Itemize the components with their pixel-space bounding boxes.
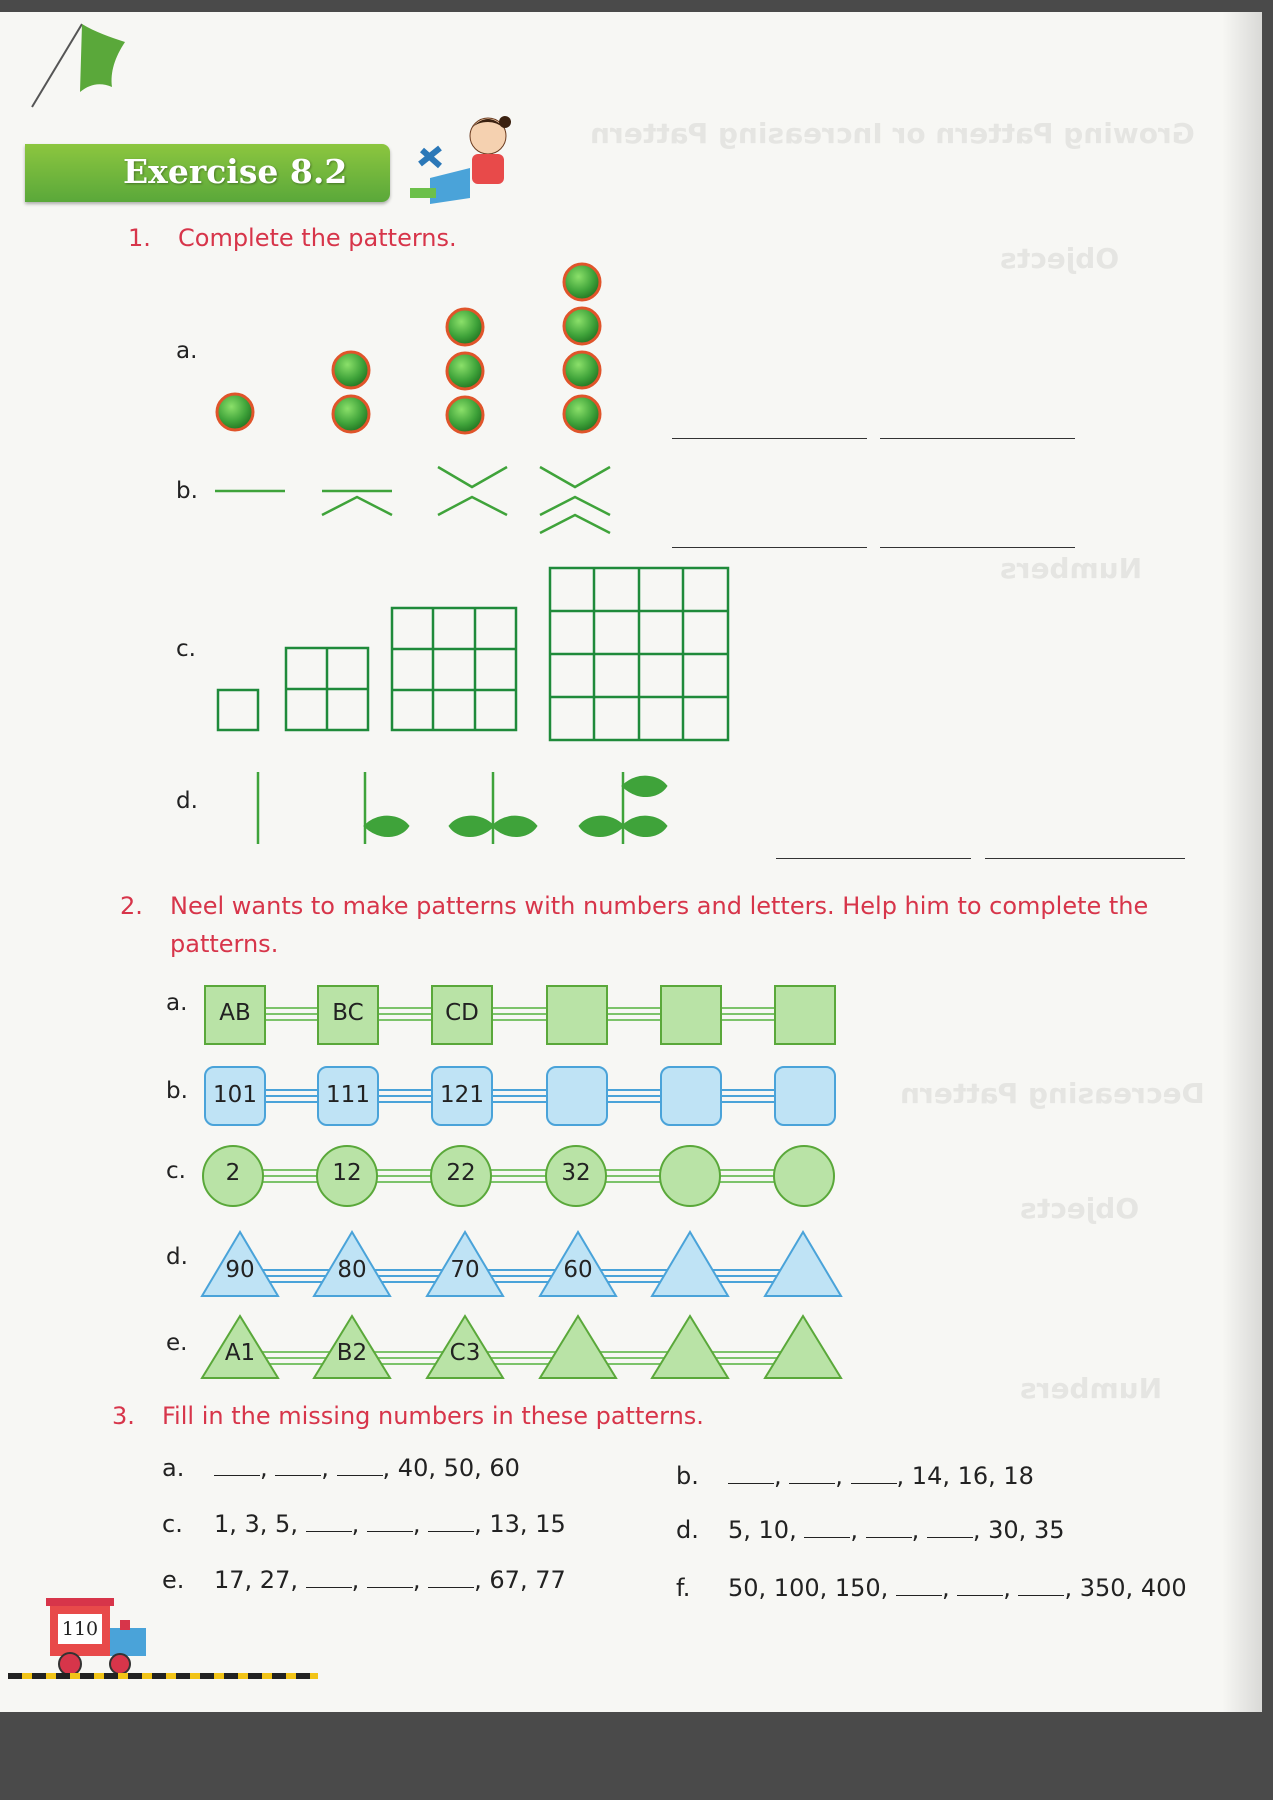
q1b-label: b. [176, 478, 198, 504]
bead [775, 986, 835, 1044]
blank[interactable] [851, 1463, 897, 1484]
q1-number: 1. [128, 224, 151, 252]
q3f-prefix: 50, 100, 150, [728, 1574, 889, 1602]
q1b-answer-line-2[interactable] [880, 547, 1075, 548]
q1d-answer-line-1[interactable] [776, 858, 971, 859]
q2b-label: b. [166, 1078, 188, 1104]
blank[interactable] [728, 1463, 774, 1484]
bead [652, 1316, 728, 1378]
q3e-sequence: 17, 27, , , , 67, 77 [214, 1566, 566, 1594]
q2-instruction-line-2: patterns. [170, 930, 279, 958]
q3b-suffix: 14, 16, 18 [911, 1462, 1034, 1490]
q3a-sequence: , , , 40, 50, 60 [214, 1454, 520, 1482]
blank[interactable] [927, 1517, 973, 1538]
q3-instruction: Fill in the missing numbers in these patterns. [162, 1402, 704, 1430]
show-through-text: Decreasing Pattern [900, 1077, 1205, 1110]
q3b-sequence: , , , 14, 16, 18 [728, 1462, 1034, 1490]
q2a-bead-chain [200, 978, 840, 1050]
q3b-label: b. [676, 1462, 699, 1490]
bead [540, 1316, 616, 1378]
q2e-label: e. [166, 1330, 188, 1356]
blank[interactable] [275, 1455, 321, 1476]
q2a-bead-3-label: CD [445, 1000, 479, 1026]
bead [775, 1067, 835, 1125]
textbook-page [0, 12, 1262, 1712]
q1a-answer-line-1[interactable] [672, 438, 867, 439]
bead [765, 1316, 841, 1378]
ball [333, 352, 369, 388]
q2a-label: a. [166, 990, 188, 1016]
q2d-label: d. [166, 1244, 188, 1270]
q1c-grid-pattern [210, 562, 740, 742]
q1b-answer-line-1[interactable] [672, 547, 867, 548]
q3a-suffix: 40, 50, 60 [397, 1454, 520, 1482]
q1c-label: c. [176, 636, 196, 662]
q2c-bead-1-label: 2 [225, 1160, 241, 1186]
show-through-text: Numbers [1000, 552, 1143, 585]
exercise-banner [25, 144, 390, 202]
blank[interactable] [306, 1511, 352, 1532]
q2b-bead-1-label: 101 [213, 1082, 257, 1108]
bead [652, 1232, 728, 1296]
bead [547, 986, 607, 1044]
q3e-label: e. [162, 1566, 185, 1594]
q2c-bead-3-label: 22 [446, 1160, 476, 1186]
q2c-bead-2-label: 12 [332, 1160, 362, 1186]
ball [447, 353, 483, 389]
q2d-bead-4-label: 60 [563, 1257, 593, 1283]
bead [765, 1232, 841, 1296]
q2e-bead-3-label: C3 [449, 1340, 481, 1366]
ball [217, 394, 253, 430]
bead [661, 986, 721, 1044]
q2-number: 2. [120, 892, 143, 920]
q3-number: 3. [112, 1402, 135, 1430]
blank[interactable] [896, 1575, 942, 1596]
blank[interactable] [1018, 1575, 1064, 1596]
q1a-ball-pattern [210, 257, 630, 437]
q2e-bead-1-label: A1 [224, 1340, 256, 1366]
ball [564, 264, 600, 300]
q3f-label: f. [676, 1574, 691, 1602]
blank[interactable] [804, 1517, 850, 1538]
blank[interactable] [428, 1511, 474, 1532]
q2b-bead-chain [200, 1062, 840, 1132]
ball [447, 397, 483, 433]
bead [661, 1067, 721, 1125]
q2d-bead-2-label: 80 [337, 1257, 367, 1283]
train-icon [8, 1582, 328, 1682]
q1d-answer-line-2[interactable] [985, 858, 1185, 859]
q3d-suffix: 30, 35 [988, 1516, 1065, 1544]
ball [333, 396, 369, 432]
q2c-bead-chain [200, 1142, 840, 1210]
blank[interactable] [428, 1567, 474, 1588]
show-through-text: Growing Pattern or Increasing Pattern [590, 117, 1195, 150]
show-through-text: Numbers [1020, 1372, 1163, 1405]
q1d-leaf-pattern [240, 764, 680, 856]
q3d-prefix: 5, 10, [728, 1516, 797, 1544]
show-through-text: Objects [1000, 242, 1120, 275]
ball [564, 308, 600, 344]
blank[interactable] [789, 1463, 835, 1484]
ball [564, 396, 600, 432]
q3e-suffix: 67, 77 [489, 1566, 566, 1594]
q2c-bead-4-label: 32 [561, 1160, 591, 1186]
exercise-title: Exercise 8.2 [123, 152, 348, 191]
q3c-label: c. [162, 1510, 183, 1538]
ball [564, 352, 600, 388]
q2c-label: c. [166, 1158, 186, 1184]
ball [447, 309, 483, 345]
q3a-label: a. [162, 1454, 185, 1482]
blank[interactable] [866, 1517, 912, 1538]
q2b-bead-3-label: 121 [440, 1082, 484, 1108]
child-reading-illustration [410, 108, 520, 208]
blank[interactable] [337, 1455, 383, 1476]
q3d-label: d. [676, 1516, 699, 1544]
q1a-label: a. [176, 338, 198, 364]
q3f-sequence: 50, 100, 150, , , , 350, 400 [728, 1574, 1187, 1602]
q2e-bead-chain [200, 1312, 850, 1382]
q3c-prefix: 1, 3, 5, [214, 1510, 298, 1538]
page-number: 110 [61, 1618, 99, 1640]
q1-instruction: Complete the patterns. [178, 224, 457, 252]
blank[interactable] [367, 1511, 413, 1532]
q1d-label: d. [176, 788, 198, 814]
q2-instruction-line-1: Neel wants to make patterns with numbers and letters. Help him to complete the [170, 892, 1149, 920]
q3c-sequence: 1, 3, 5, , , , 13, 15 [214, 1510, 566, 1538]
q3f-suffix: 350, 400 [1079, 1574, 1187, 1602]
q2d-bead-chain [200, 1228, 850, 1300]
bead [547, 1067, 607, 1125]
q2e-bead-2-label: B2 [336, 1340, 368, 1366]
q1a-answer-line-2[interactable] [880, 438, 1075, 439]
flag-icon [20, 12, 130, 112]
blank[interactable] [214, 1455, 260, 1476]
q2a-bead-1-label: AB [219, 1000, 251, 1026]
blank[interactable] [367, 1567, 413, 1588]
show-through-text: Objects [1020, 1192, 1140, 1225]
bead [660, 1146, 720, 1206]
q3c-suffix: 13, 15 [489, 1510, 566, 1538]
q3d-sequence: 5, 10, , , , 30, 35 [728, 1516, 1065, 1544]
q2d-bead-3-label: 70 [450, 1257, 480, 1283]
q2a-bead-2-label: BC [332, 1000, 364, 1026]
bead [774, 1146, 834, 1206]
q1b-chevron-pattern [210, 457, 630, 547]
q3e-prefix: 17, 27, [214, 1566, 298, 1594]
q2b-bead-2-label: 111 [326, 1082, 370, 1108]
blank[interactable] [957, 1575, 1003, 1596]
q2d-bead-1-label: 90 [225, 1257, 255, 1283]
